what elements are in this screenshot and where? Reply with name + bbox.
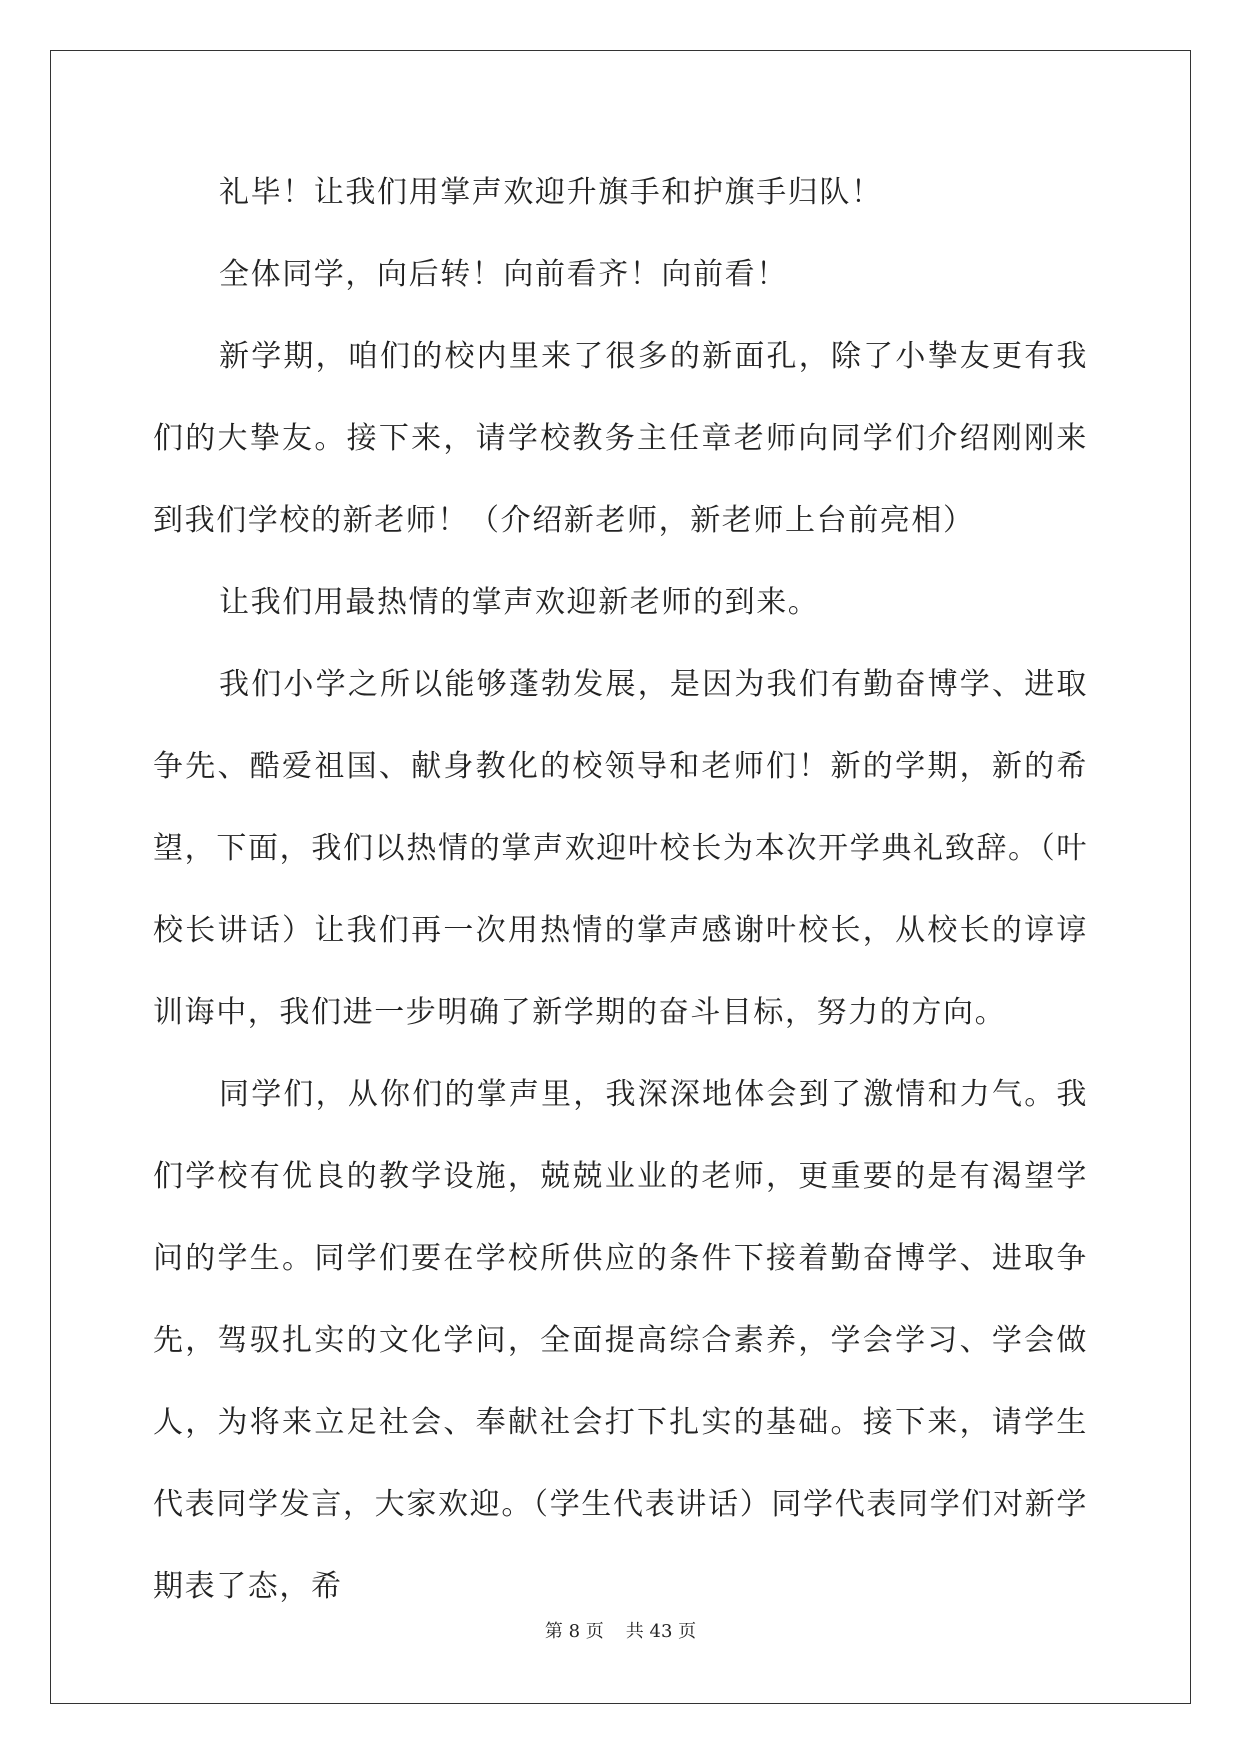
- document-body: [153, 152, 1088, 1628]
- paragraph-turn-around: 全体同学，向后转！向前看齐！向前看！: [219, 257, 788, 292]
- paragraph-student-representative: 同学们，从你们的掌声里，我深深地体会到了激情和力气。我们学校有优良的教学设施，兢兢业业的老师，更重要的是有渴望学问的学生。同学们要在学校所供应的条件下接着勤奋博学、进取争先，驾驭扎实的文化学问，全面提高综合素养，学会学习、学会做人，为将来立足社会、奉献社会打下扎实的基础。接下来，请学生代表同学发言，大家欢迎。（学生代表讲话）同学代表同学们对新学期表了态，希: [153, 1077, 1088, 1604]
- page-total: 共 43 页: [625, 1621, 697, 1642]
- paragraph-principal-speech: 我们小学之所以能够蓬勃发展，是因为我们有勤奋博学、进取争先、酷爱祖国、献身教化的校领导和老师们！新的学期，新的希望，下面，我们以热情的掌声欢迎叶校长为本次开学典礼致辞。（叶校长讲话）让我们再一次用热情的掌声感谢叶校长，从校长的谆谆训诲中，我们进一步明确了新学期的奋斗目标，努力的方向。: [153, 667, 1088, 1030]
- page-number: 第 8 页: [544, 1621, 604, 1642]
- paragraph-salute-finished: 礼毕！让我们用掌声欢迎升旗手和护旗手归队！: [219, 175, 883, 210]
- page-footer: [0, 1620, 1241, 1644]
- paragraph-new-teachers: 新学期，咱们的校内里来了很多的新面孔，除了小挚友更有我们的大挚友。接下来，请学校教务主任章老师向同学们介绍刚刚来到我们学校的新老师！（介绍新老师，新老师上台前亮相）: [153, 339, 1088, 538]
- paragraph-welcome-teachers: 让我们用最热情的掌声欢迎新老师的到来。: [219, 585, 820, 620]
